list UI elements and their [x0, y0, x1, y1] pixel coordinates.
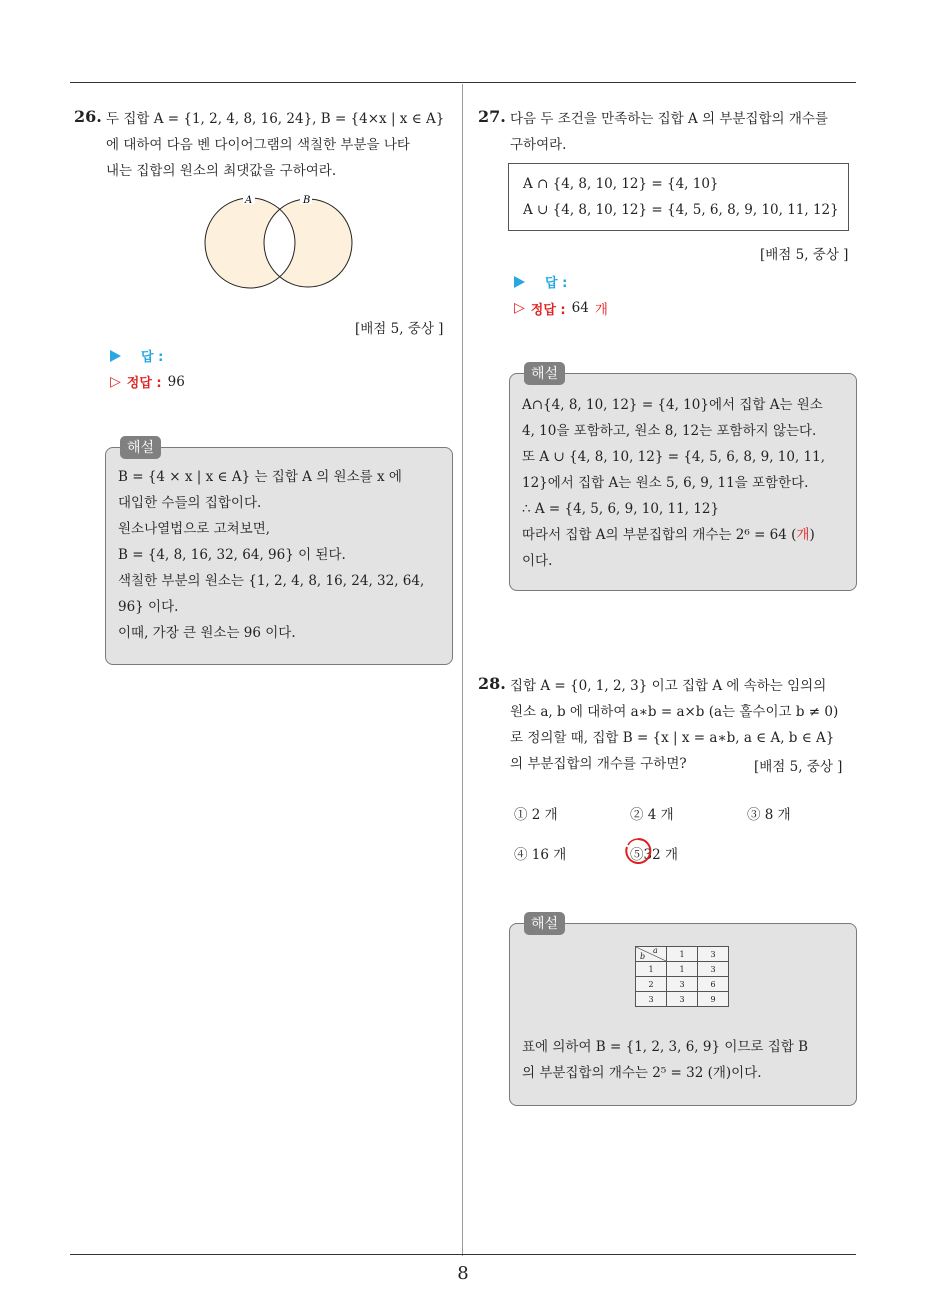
q27-answer-row: [514, 272, 567, 291]
q28-line-1: 집합 A = {0, 1, 2, 3} 이고 집합 A 에 속하는 임의의: [510, 678, 827, 694]
q26-correct-label: 정답 :: [126, 376, 162, 391]
q28-line-4: 의 부분집합의 개수를 구하면?: [510, 756, 687, 772]
q27-line-1: 다음 두 조건을 만족하는 집합 A 의 부분집합의 개수를: [510, 111, 828, 127]
q27-explanation-box: [509, 366, 857, 591]
venn-label-b: B: [303, 195, 311, 206]
q27-line-2: 구하여라.: [510, 137, 567, 153]
table-header-cell: 1: [667, 947, 698, 962]
q26-number: 26.: [74, 107, 102, 126]
q28-operation-table: [635, 946, 729, 1007]
q27-condition-1: A ∩ {4, 8, 10, 12} = {4, 10}: [523, 176, 719, 192]
expl-line: 의 부분집합의 개수는 2⁵ = 32 (개)이다.: [522, 1065, 762, 1081]
correct-answer-circle-mark: [622, 835, 654, 867]
expl-line: 4, 10을 포함하고, 원소 8, 12는 포함하지 않는다.: [522, 423, 817, 439]
table-cell: 3: [667, 977, 698, 992]
q26-answer-label: 답 :: [141, 350, 164, 365]
play-icon: [110, 350, 121, 362]
table-cell: 2: [636, 977, 667, 992]
q28-explanation-box: [509, 916, 857, 1106]
q26-correct-row: [110, 372, 185, 391]
table-cell: 1: [667, 962, 698, 977]
q27-score: [배점 5, 중상 ]: [760, 247, 849, 263]
q28-line-3: 로 정의할 때, 집합 B = {x | x = a∗b, a ∈ A, b ∈ A}: [510, 730, 835, 746]
expl-line: 원소나열법으로 고쳐보면,: [118, 521, 271, 537]
q26-explanation-text: [118, 464, 442, 646]
expl-line: A∩{4, 8, 10, 12} = {4, 10}에서 집합 A는 원소: [522, 397, 823, 413]
q26-line-1: 두 집합 A = {1, 2, 4, 8, 16, 24}, B = {4×x | x ∈ A}: [106, 111, 445, 127]
q27-correct-unit: 개: [594, 302, 608, 318]
expl-line: ∴ A = {4, 5, 6, 9, 10, 11, 12}: [522, 501, 720, 517]
q26-explanation-box: [105, 440, 453, 665]
q26-line-3: 내는 집합의 원소의 최댓값을 구하여라.: [106, 163, 337, 179]
table-corner-cell: a b: [636, 947, 667, 962]
table-cell: 1: [636, 962, 667, 977]
table-cell: 3: [636, 992, 667, 1007]
expl-line: B = {4, 8, 16, 32, 64, 96} 이 된다.: [118, 547, 346, 563]
expl-line: 또 A ∪ {4, 8, 10, 12} = {4, 5, 6, 8, 9, 10, 11,: [522, 449, 826, 465]
q26-answer-row: [110, 346, 163, 365]
bottom-rule: [70, 1254, 856, 1255]
q28-number: 28.: [478, 674, 506, 693]
q27-answer-label: 답 :: [545, 276, 568, 291]
q26-score: [배점 5, 중상 ]: [355, 321, 444, 337]
triangle-right-icon: ▷: [514, 300, 525, 316]
q28-score: [배점 5, 중상 ]: [754, 759, 843, 775]
expl-line: 색칠한 부분의 원소는 {1, 2, 4, 8, 16, 24, 32, 64,: [118, 573, 425, 589]
page-number: 8: [457, 1263, 469, 1284]
expl-line: 이다.: [522, 553, 553, 569]
table-cell: 6: [698, 977, 729, 992]
q26-explanation-tag: 해설: [120, 436, 161, 459]
q26-line-2: 에 대하여 다음 벤 다이어그램의 색칠한 부분을 나타: [106, 137, 410, 153]
q26-correct-value: 96: [167, 373, 185, 390]
table-cell: 3: [667, 992, 698, 1007]
expl-line: 12}에서 집합 A는 원소 5, 6, 9, 11을 포함한다.: [522, 475, 809, 491]
expl-line: 96} 이다.: [118, 599, 179, 615]
triangle-right-icon: ▷: [110, 373, 121, 390]
column-divider: [462, 84, 463, 1256]
q27-explanation-text: [522, 392, 846, 574]
venn-diagram: [198, 190, 360, 292]
q27-number: 27.: [478, 107, 506, 126]
table-cell: 3: [698, 962, 729, 977]
q28-choice-5[interactable]: ⑤32 개: [630, 847, 679, 863]
q27-condition-2: A ∪ {4, 8, 10, 12} = {4, 5, 6, 8, 9, 10, 11, 12}: [523, 202, 839, 218]
q27-correct-label: 정답 :: [530, 302, 566, 318]
q27-explanation-tag: 해설: [524, 362, 565, 385]
expl-line: 이때, 가장 큰 원소는 96 이다.: [118, 625, 296, 641]
table-cell: 9: [698, 992, 729, 1007]
q28-choice-1[interactable]: ① 2 개: [514, 807, 558, 823]
expl-line-last: 따라서 집합 A의 부분집합의 개수는 2⁶ = 64 (개): [522, 527, 815, 543]
q27-condition-box: [508, 163, 849, 231]
table-header-cell: 3: [698, 947, 729, 962]
q28-explanation-text: [522, 1034, 846, 1086]
q28-choice-4[interactable]: ④ 16 개: [514, 847, 567, 863]
play-icon: [514, 276, 525, 288]
q28-choice-3[interactable]: ③ 8 개: [747, 807, 791, 823]
q27-correct-value: 64: [571, 300, 589, 316]
expl-line: B = {4 × x | x ∈ A} 는 집합 A 의 원소를 x 에: [118, 469, 402, 485]
q28-choice-2[interactable]: ② 4 개: [630, 807, 674, 823]
top-rule: [70, 82, 856, 83]
expl-line: 표에 의하여 B = {1, 2, 3, 6, 9} 이므로 집합 B: [522, 1039, 809, 1055]
q27-correct-row: [514, 298, 608, 318]
expl-line: 대입한 수들의 집합이다.: [118, 495, 262, 511]
q28-line-2: 원소 a, b 에 대하여 a∗b = a×b (a는 홀수이고 b ≠ 0): [510, 704, 839, 720]
q28-explanation-tag: 해설: [524, 912, 565, 935]
venn-label-a: A: [245, 195, 253, 206]
